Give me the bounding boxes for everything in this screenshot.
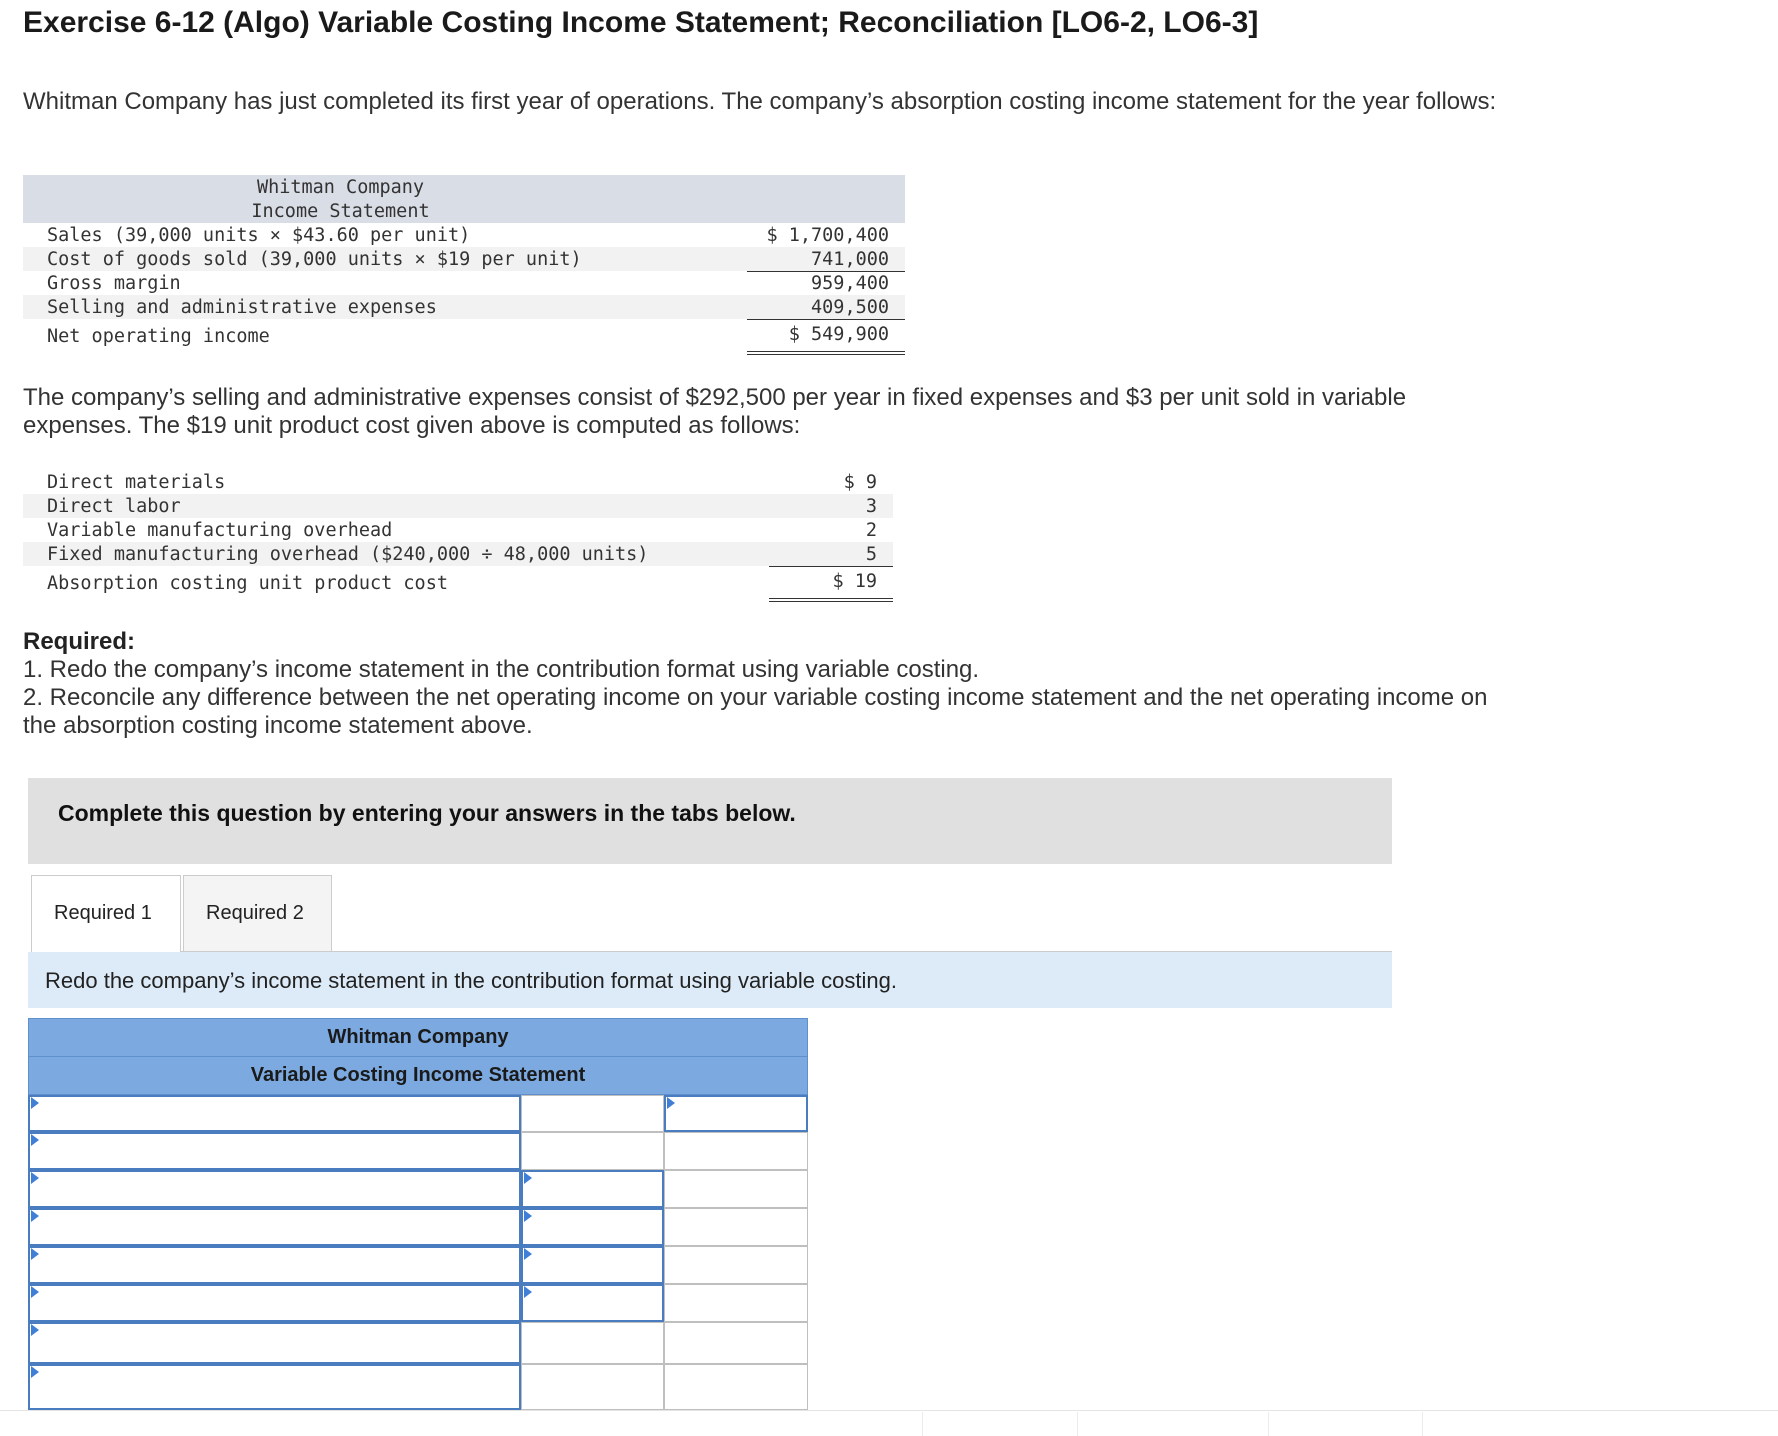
cost-row-value: 3	[865, 496, 877, 517]
statement-row-value: $ 1,700,400	[766, 225, 889, 246]
statement-row-value: $ 549,900	[788, 324, 889, 345]
tab-instruction	[28, 952, 1392, 1008]
statement-row-label: Net operating income	[47, 326, 270, 347]
statement-heading: Income Statement	[251, 201, 430, 222]
required-item-1: 1. Redo the company’s income statement in the contribution format using variable costing.	[23, 656, 980, 683]
cost-row-label: Direct labor	[47, 496, 181, 517]
input-marker-icon	[31, 1134, 39, 1146]
amount-cell	[521, 1364, 664, 1410]
amount-cell	[521, 1322, 664, 1364]
tab-required-1[interactable]	[31, 875, 181, 953]
statement-row-label: Gross margin	[47, 273, 181, 294]
tab-label: Required 1	[54, 902, 152, 924]
amount-cell	[521, 1132, 664, 1170]
input-marker-icon	[667, 1097, 675, 1109]
instructions-text: Complete this question by entering your answers in the tabs below.	[58, 800, 796, 826]
input-marker-icon	[524, 1248, 532, 1260]
input-marker-icon	[31, 1366, 39, 1378]
cost-row-value: $ 9	[843, 472, 877, 493]
unit-cost-table	[23, 470, 893, 600]
label-input[interactable]	[28, 1364, 521, 1410]
cost-row-label: Direct materials	[47, 472, 226, 493]
answer-table-company: Whitman Company	[28, 1018, 808, 1057]
input-marker-icon	[524, 1286, 532, 1298]
bottom-divider	[0, 1410, 1778, 1411]
total-input[interactable]	[664, 1095, 808, 1132]
amount-input[interactable]	[521, 1246, 664, 1284]
statement-row-label: Sales (39,000 units × $43.60 per unit)	[47, 225, 471, 246]
absorption-income-statement	[23, 175, 905, 353]
amount-cell	[521, 1095, 664, 1132]
footer-separator	[1268, 1412, 1269, 1436]
input-marker-icon	[31, 1210, 39, 1222]
input-marker-icon	[524, 1172, 532, 1184]
input-marker-icon	[31, 1097, 39, 1109]
label-input[interactable]	[28, 1208, 521, 1246]
tab-instruction-text: Redo the company’s income statement in the contribution format using variable costing.	[45, 968, 897, 993]
required-section	[23, 628, 1503, 740]
required-heading: Required:	[23, 628, 136, 655]
statement-row-value: 741,000	[811, 249, 889, 270]
total-cell	[664, 1364, 808, 1410]
label-input[interactable]	[28, 1322, 521, 1364]
input-marker-icon	[31, 1324, 39, 1336]
cost-row-label: Fixed manufacturing overhead ($240,000 ÷ 48,000 units)	[47, 544, 649, 565]
total-cell	[664, 1208, 808, 1246]
statement-row-label: Cost of goods sold (39,000 units × $19 per unit)	[47, 249, 582, 270]
total-cell	[664, 1284, 808, 1322]
total-cell	[664, 1322, 808, 1364]
input-marker-icon	[524, 1210, 532, 1222]
footer-separator	[922, 1412, 923, 1436]
cost-row-value: 5	[865, 544, 877, 565]
label-input[interactable]	[28, 1132, 521, 1170]
label-input[interactable]	[28, 1170, 521, 1208]
page-title: Exercise 6-12 (Algo) Variable Costing Income Statement; Reconciliation [LO6-2, LO6-3]	[23, 6, 1259, 39]
input-marker-icon	[31, 1172, 39, 1184]
statement-row-label: Selling and administrative expenses	[47, 297, 437, 318]
input-marker-icon	[31, 1248, 39, 1260]
statement-row-value: 959,400	[811, 273, 889, 294]
tab-label: Required 2	[206, 902, 304, 924]
answer-table-title: Variable Costing Income Statement	[28, 1057, 808, 1095]
tab-required-2[interactable]	[183, 875, 332, 953]
cost-row-value: 2	[865, 520, 877, 541]
cost-row-label: Variable manufacturing overhead	[47, 520, 393, 541]
statement-row-value: 409,500	[811, 297, 889, 318]
footer-separator	[1077, 1412, 1078, 1436]
cost-description-text: The company’s selling and administrative expenses consist of $292,500 per year in fixed expenses and $3 per unit sold in variable expenses. The $19 unit product cost given above is computed as follows:	[23, 384, 1407, 439]
instructions-banner	[28, 778, 1392, 864]
amount-input[interactable]	[521, 1284, 664, 1322]
total-cell	[664, 1170, 808, 1208]
amount-input[interactable]	[521, 1208, 664, 1246]
intro-text: Whitman Company has just completed its first year of operations. The company’s absorption costing income statement for the year follows:	[23, 88, 1497, 115]
cost-row-value: $ 19	[832, 571, 877, 592]
footer-separator	[1422, 1412, 1423, 1436]
statement-company: Whitman Company	[256, 177, 425, 198]
label-input[interactable]	[28, 1246, 521, 1284]
total-cell	[664, 1246, 808, 1284]
required-item-2: 2. Reconcile any difference between the net operating income on your variable costing income statement and the net operating income on the absorption costing income statement above.	[23, 684, 1488, 739]
cost-row-label: Absorption costing unit product cost	[47, 573, 448, 594]
label-input[interactable]	[28, 1284, 521, 1322]
total-cell	[664, 1132, 808, 1170]
answer-table	[28, 1018, 808, 1410]
amount-input[interactable]	[521, 1170, 664, 1208]
label-input[interactable]	[28, 1095, 521, 1132]
input-marker-icon	[31, 1286, 39, 1298]
